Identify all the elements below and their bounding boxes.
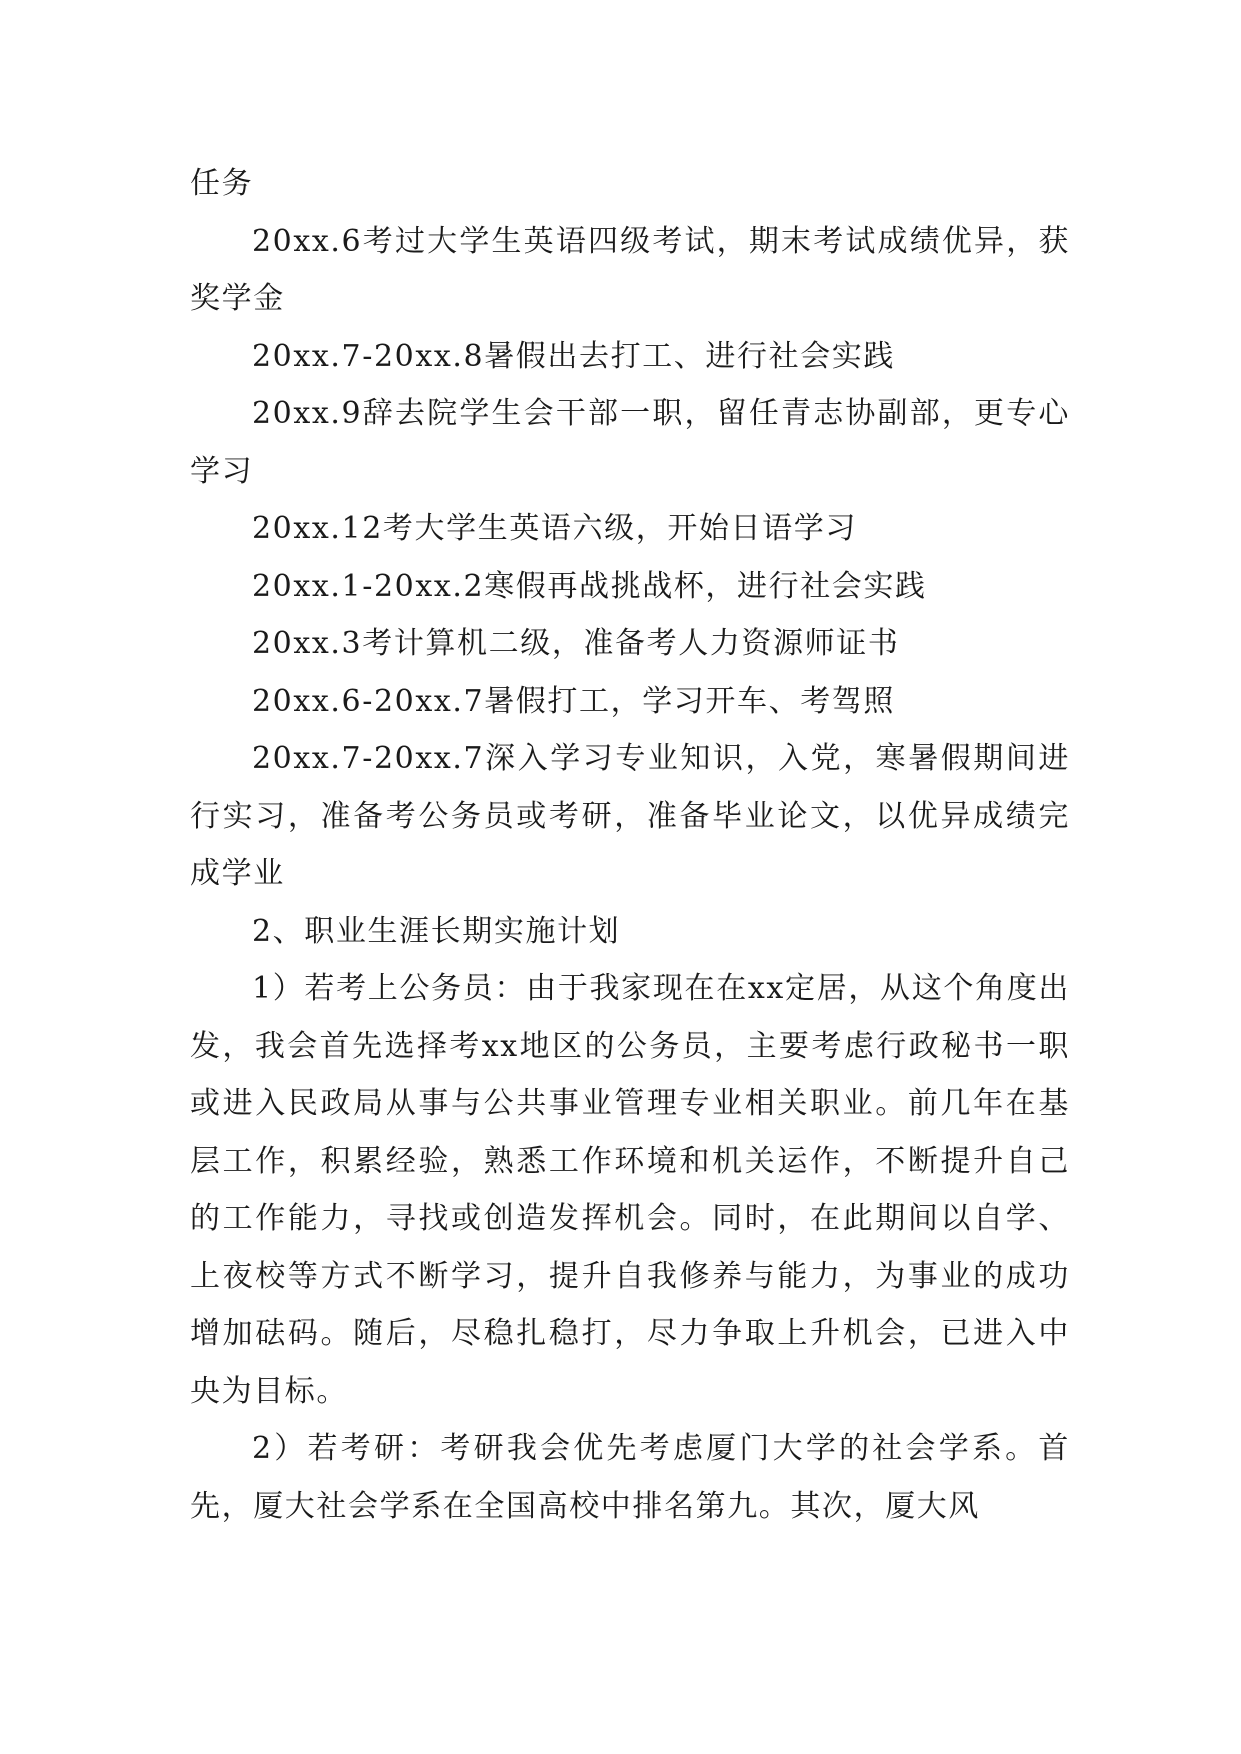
paragraph: 20xx.7-20xx.7深入学习专业知识，入党，寒暑假期间进行实习，准备考公务员或考研，准备毕业论文，以优异成绩完成学业 bbox=[190, 741, 1070, 891]
paragraph: 20xx.1-20xx.2寒假再战挑战杯，进行社会实践 bbox=[252, 568, 927, 604]
paragraph: 20xx.7-20xx.8暑假出去打工、进行社会实践 bbox=[252, 338, 896, 374]
paragraph: 2）若考研：考研我会优先考虑厦门大学的社会学系。首先，厦大社会学系在全国高校中排名第九。其次，厦大风 bbox=[190, 1431, 1070, 1524]
paragraph: 20xx.3考计算机二级，准备考人力资源师证书 bbox=[252, 626, 900, 661]
paragraph: 20xx.12考大学生英语六级，开始日语学习 bbox=[252, 511, 857, 546]
document-body bbox=[190, 155, 1070, 1535]
paragraph: 20xx.6-20xx.7暑假打工，学习开车、考驾照 bbox=[252, 683, 896, 719]
paragraph: 20xx.6考过大学生英语四级考试，期末考试成绩优异，获奖学金 bbox=[190, 223, 1070, 316]
paragraph: 1）若考上公务员：由于我家现在在xx定居，从这个角度出发，我会首先选择考xx地区的公务员，主要考虑行政秘书一职或进入民政局从事与公共事业管理专业相关职业。前几年在基层工作，积累经验，熟悉工作环境和机关运作，不断提升自己的工作能力，寻找或创造发挥机会。同时，在此期间以自学、上夜校等方式不断学习，提升自我修养与能力，为事业的成功增加砝码。随后，尽稳扎稳打，尽力争取上升机会，已进入中央为目标。 bbox=[190, 971, 1070, 1409]
paragraph: 20xx.9辞去院学生会干部一职，留任青志协副部，更专心学习 bbox=[190, 396, 1070, 489]
paragraph: 任务 bbox=[190, 166, 254, 201]
section-heading: 2、职业生涯长期实施计划 bbox=[252, 913, 621, 949]
